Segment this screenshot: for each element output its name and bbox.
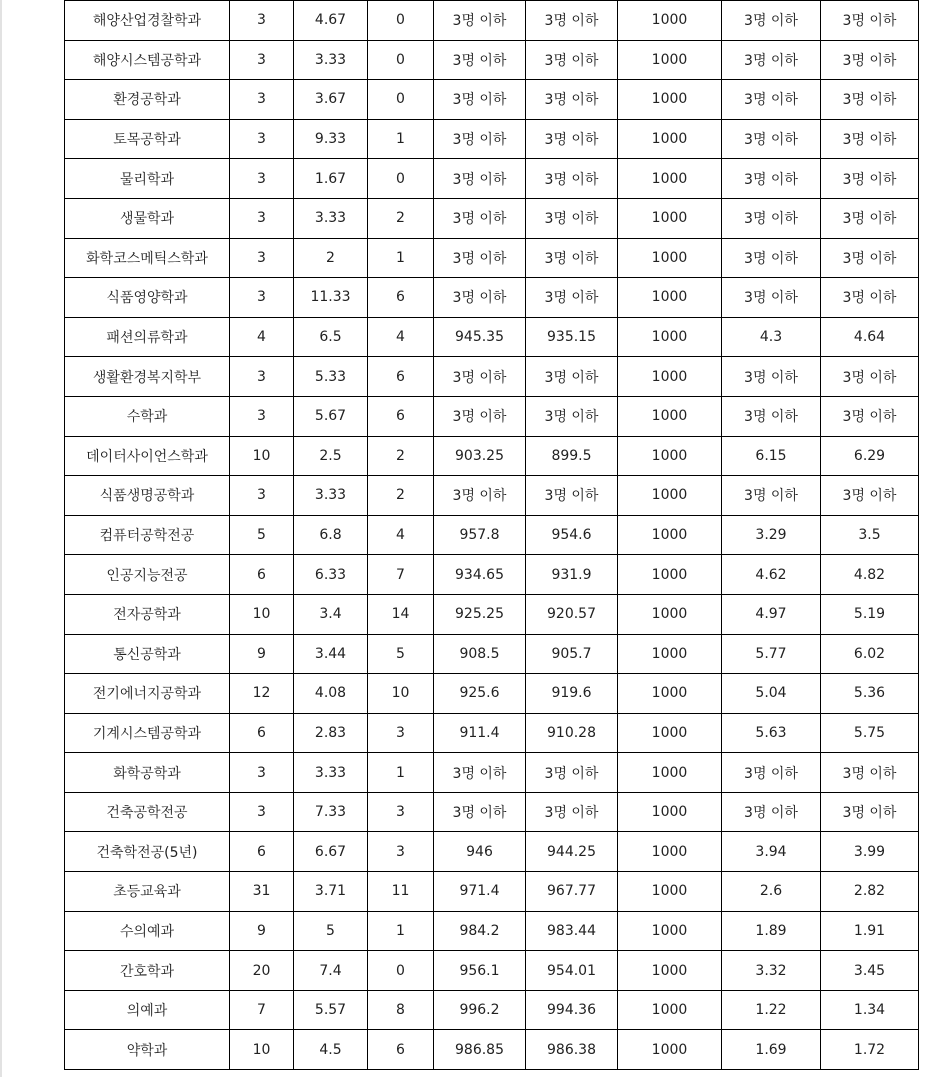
competition-rate-cell: 1.67 (294, 159, 368, 199)
table-row (65, 872, 919, 912)
grade-b-cell: 2.82 (821, 872, 919, 912)
score-max-cell: 986.85 (434, 1030, 526, 1070)
table-row (65, 119, 919, 159)
grade-a-cell: 3.94 (722, 832, 821, 872)
grade-b-cell: 3.99 (821, 832, 919, 872)
score-max-cell: 3명 이하 (434, 40, 526, 80)
competition-rate-cell: 4.67 (294, 1, 368, 41)
score-avg-cell: 935.15 (526, 317, 618, 357)
grade-b-cell: 3명 이하 (821, 40, 919, 80)
grade-b-cell: 3명 이하 (821, 119, 919, 159)
score-full-cell: 1000 (618, 198, 722, 238)
grade-b-cell: 6.02 (821, 634, 919, 674)
score-full-cell: 1000 (618, 317, 722, 357)
competition-rate-cell: 9.33 (294, 119, 368, 159)
grade-a-cell: 4.97 (722, 594, 821, 634)
score-full-cell: 1000 (618, 674, 722, 714)
score-avg-cell: 3명 이하 (526, 119, 618, 159)
additional-pass-cell: 6 (368, 1030, 434, 1070)
department-name-cell: 생물학과 (65, 198, 230, 238)
quota-cell: 6 (230, 555, 294, 595)
score-avg-cell: 3명 이하 (526, 792, 618, 832)
score-full-cell: 1000 (618, 555, 722, 595)
additional-pass-cell: 2 (368, 198, 434, 238)
score-max-cell: 908.5 (434, 634, 526, 674)
additional-pass-cell: 11 (368, 872, 434, 912)
table-row (65, 753, 919, 793)
additional-pass-cell: 3 (368, 792, 434, 832)
grade-b-cell: 3명 이하 (821, 198, 919, 238)
grade-a-cell: 6.15 (722, 436, 821, 476)
score-avg-cell: 986.38 (526, 1030, 618, 1070)
department-name-cell: 해양시스템공학과 (65, 40, 230, 80)
competition-rate-cell: 3.44 (294, 634, 368, 674)
grade-a-cell: 3명 이하 (722, 278, 821, 318)
table-row (65, 990, 919, 1030)
grade-b-cell: 1.91 (821, 911, 919, 951)
score-avg-cell: 905.7 (526, 634, 618, 674)
grade-a-cell: 3명 이하 (722, 238, 821, 278)
quota-cell: 3 (230, 80, 294, 120)
score-full-cell: 1000 (618, 515, 722, 555)
table-row (65, 1, 919, 41)
additional-pass-cell: 10 (368, 674, 434, 714)
score-max-cell: 934.65 (434, 555, 526, 595)
competition-rate-cell: 4.5 (294, 1030, 368, 1070)
additional-pass-cell: 2 (368, 476, 434, 516)
grade-a-cell: 3명 이하 (722, 1, 821, 41)
score-full-cell: 1000 (618, 119, 722, 159)
quota-cell: 3 (230, 1, 294, 41)
grade-a-cell: 3명 이하 (722, 396, 821, 436)
table-row (65, 198, 919, 238)
additional-pass-cell: 6 (368, 357, 434, 397)
grade-a-cell: 3명 이하 (722, 40, 821, 80)
quota-cell: 3 (230, 40, 294, 80)
additional-pass-cell: 3 (368, 832, 434, 872)
additional-pass-cell: 8 (368, 990, 434, 1030)
score-full-cell: 1000 (618, 80, 722, 120)
score-avg-cell: 910.28 (526, 713, 618, 753)
additional-pass-cell: 1 (368, 119, 434, 159)
grade-b-cell: 3명 이하 (821, 278, 919, 318)
grade-a-cell: 4.62 (722, 555, 821, 595)
score-max-cell: 925.6 (434, 674, 526, 714)
quota-cell: 31 (230, 872, 294, 912)
competition-rate-cell: 3.33 (294, 198, 368, 238)
grade-b-cell: 3.5 (821, 515, 919, 555)
score-full-cell: 1000 (618, 357, 722, 397)
table-row (65, 476, 919, 516)
department-name-cell: 생활환경복지학부 (65, 357, 230, 397)
score-avg-cell: 931.9 (526, 555, 618, 595)
competition-rate-cell: 2.5 (294, 436, 368, 476)
additional-pass-cell: 6 (368, 396, 434, 436)
department-name-cell: 식품생명공학과 (65, 476, 230, 516)
additional-pass-cell: 1 (368, 238, 434, 278)
score-full-cell: 1000 (618, 476, 722, 516)
score-max-cell: 3명 이하 (434, 159, 526, 199)
competition-rate-cell: 4.08 (294, 674, 368, 714)
competition-rate-cell: 11.33 (294, 278, 368, 318)
score-max-cell: 3명 이하 (434, 753, 526, 793)
score-max-cell: 984.2 (434, 911, 526, 951)
score-full-cell: 1000 (618, 278, 722, 318)
grade-a-cell: 4.3 (722, 317, 821, 357)
competition-rate-cell: 7.33 (294, 792, 368, 832)
competition-rate-cell: 3.33 (294, 40, 368, 80)
score-max-cell: 911.4 (434, 713, 526, 753)
score-full-cell: 1000 (618, 436, 722, 476)
department-name-cell: 수의예과 (65, 911, 230, 951)
additional-pass-cell: 3 (368, 713, 434, 753)
grade-b-cell: 6.29 (821, 436, 919, 476)
quota-cell: 6 (230, 713, 294, 753)
department-name-cell: 수학과 (65, 396, 230, 436)
additional-pass-cell: 0 (368, 951, 434, 991)
additional-pass-cell: 0 (368, 159, 434, 199)
score-full-cell: 1000 (618, 634, 722, 674)
score-avg-cell: 983.44 (526, 911, 618, 951)
score-full-cell: 1000 (618, 1, 722, 41)
quota-cell: 10 (230, 1030, 294, 1070)
department-name-cell: 패션의류학과 (65, 317, 230, 357)
grade-a-cell: 3명 이하 (722, 159, 821, 199)
table-row (65, 832, 919, 872)
table-body (65, 1, 919, 1070)
table-row (65, 317, 919, 357)
grade-b-cell: 3.45 (821, 951, 919, 991)
department-name-cell: 통신공학과 (65, 634, 230, 674)
grade-a-cell: 3.29 (722, 515, 821, 555)
quota-cell: 3 (230, 476, 294, 516)
table-row (65, 159, 919, 199)
additional-pass-cell: 14 (368, 594, 434, 634)
quota-cell: 9 (230, 911, 294, 951)
grade-a-cell: 3.32 (722, 951, 821, 991)
quota-cell: 4 (230, 317, 294, 357)
competition-rate-cell: 3.33 (294, 753, 368, 793)
grade-a-cell: 3명 이하 (722, 792, 821, 832)
quota-cell: 3 (230, 396, 294, 436)
score-avg-cell: 899.5 (526, 436, 618, 476)
department-name-cell: 인공지능전공 (65, 555, 230, 595)
additional-pass-cell: 6 (368, 278, 434, 318)
score-max-cell: 956.1 (434, 951, 526, 991)
grade-b-cell: 4.82 (821, 555, 919, 595)
grade-a-cell: 5.04 (722, 674, 821, 714)
department-name-cell: 전자공학과 (65, 594, 230, 634)
score-full-cell: 1000 (618, 1030, 722, 1070)
department-name-cell: 전기에너지공학과 (65, 674, 230, 714)
score-avg-cell: 3명 이하 (526, 357, 618, 397)
score-avg-cell: 954.01 (526, 951, 618, 991)
admission-results-table (64, 0, 919, 1070)
competition-rate-cell: 5 (294, 911, 368, 951)
score-max-cell: 3명 이하 (434, 1, 526, 41)
score-full-cell: 1000 (618, 792, 722, 832)
grade-b-cell: 5.19 (821, 594, 919, 634)
score-max-cell: 996.2 (434, 990, 526, 1030)
grade-a-cell: 5.77 (722, 634, 821, 674)
score-full-cell: 1000 (618, 713, 722, 753)
score-avg-cell: 3명 이하 (526, 753, 618, 793)
grade-a-cell: 3명 이하 (722, 357, 821, 397)
quota-cell: 10 (230, 594, 294, 634)
table-row (65, 713, 919, 753)
department-name-cell: 토목공학과 (65, 119, 230, 159)
table-row (65, 436, 919, 476)
score-max-cell: 3명 이하 (434, 80, 526, 120)
grade-b-cell: 3명 이하 (821, 357, 919, 397)
quota-cell: 20 (230, 951, 294, 991)
score-avg-cell: 954.6 (526, 515, 618, 555)
score-max-cell: 971.4 (434, 872, 526, 912)
page-left-edge (0, 0, 2, 1077)
quota-cell: 3 (230, 792, 294, 832)
competition-rate-cell: 3.33 (294, 476, 368, 516)
grade-a-cell: 3명 이하 (722, 119, 821, 159)
competition-rate-cell: 7.4 (294, 951, 368, 991)
score-max-cell: 925.25 (434, 594, 526, 634)
grade-a-cell: 1.69 (722, 1030, 821, 1070)
grade-b-cell: 1.34 (821, 990, 919, 1030)
department-name-cell: 기계시스템공학과 (65, 713, 230, 753)
grade-b-cell: 4.64 (821, 317, 919, 357)
score-full-cell: 1000 (618, 238, 722, 278)
score-avg-cell: 3명 이하 (526, 278, 618, 318)
grade-b-cell: 5.36 (821, 674, 919, 714)
grade-b-cell: 3명 이하 (821, 753, 919, 793)
department-name-cell: 해양산업경찰학과 (65, 1, 230, 41)
score-max-cell: 3명 이하 (434, 792, 526, 832)
grade-a-cell: 5.63 (722, 713, 821, 753)
competition-rate-cell: 6.67 (294, 832, 368, 872)
additional-pass-cell: 0 (368, 40, 434, 80)
table-row (65, 396, 919, 436)
quota-cell: 6 (230, 832, 294, 872)
quota-cell: 3 (230, 119, 294, 159)
department-name-cell: 건축학전공(5년) (65, 832, 230, 872)
competition-rate-cell: 2 (294, 238, 368, 278)
department-name-cell: 간호학과 (65, 951, 230, 991)
quota-cell: 3 (230, 357, 294, 397)
table-row (65, 515, 919, 555)
score-full-cell: 1000 (618, 40, 722, 80)
additional-pass-cell: 1 (368, 753, 434, 793)
additional-pass-cell: 5 (368, 634, 434, 674)
admission-results-table-wrapper (64, 0, 918, 1070)
score-max-cell: 3명 이하 (434, 198, 526, 238)
additional-pass-cell: 2 (368, 436, 434, 476)
competition-rate-cell: 6.8 (294, 515, 368, 555)
grade-a-cell: 3명 이하 (722, 198, 821, 238)
grade-b-cell: 3명 이하 (821, 792, 919, 832)
quota-cell: 3 (230, 278, 294, 318)
quota-cell: 3 (230, 238, 294, 278)
department-name-cell: 화학코스메틱스학과 (65, 238, 230, 278)
competition-rate-cell: 5.33 (294, 357, 368, 397)
competition-rate-cell: 2.83 (294, 713, 368, 753)
department-name-cell: 환경공학과 (65, 80, 230, 120)
grade-a-cell: 3명 이하 (722, 753, 821, 793)
score-full-cell: 1000 (618, 990, 722, 1030)
department-name-cell: 데이터사이언스학과 (65, 436, 230, 476)
table-row (65, 674, 919, 714)
score-avg-cell: 919.6 (526, 674, 618, 714)
score-max-cell: 3명 이하 (434, 238, 526, 278)
quota-cell: 3 (230, 753, 294, 793)
score-max-cell: 957.8 (434, 515, 526, 555)
department-name-cell: 물리학과 (65, 159, 230, 199)
quota-cell: 5 (230, 515, 294, 555)
table-row (65, 357, 919, 397)
table-row (65, 278, 919, 318)
table-row (65, 634, 919, 674)
department-name-cell: 약학과 (65, 1030, 230, 1070)
department-name-cell: 컴퓨터공학전공 (65, 515, 230, 555)
table-row (65, 555, 919, 595)
score-full-cell: 1000 (618, 594, 722, 634)
grade-a-cell: 3명 이하 (722, 80, 821, 120)
grade-b-cell: 3명 이하 (821, 476, 919, 516)
score-avg-cell: 920.57 (526, 594, 618, 634)
grade-b-cell: 3명 이하 (821, 1, 919, 41)
score-full-cell: 1000 (618, 951, 722, 991)
additional-pass-cell: 0 (368, 80, 434, 120)
department-name-cell: 의예과 (65, 990, 230, 1030)
score-max-cell: 3명 이하 (434, 476, 526, 516)
score-max-cell: 3명 이하 (434, 357, 526, 397)
competition-rate-cell: 3.67 (294, 80, 368, 120)
grade-b-cell: 3명 이하 (821, 238, 919, 278)
score-full-cell: 1000 (618, 753, 722, 793)
score-full-cell: 1000 (618, 872, 722, 912)
score-full-cell: 1000 (618, 159, 722, 199)
score-full-cell: 1000 (618, 832, 722, 872)
grade-a-cell: 2.6 (722, 872, 821, 912)
department-name-cell: 화학공학과 (65, 753, 230, 793)
additional-pass-cell: 1 (368, 911, 434, 951)
table-row (65, 594, 919, 634)
competition-rate-cell: 6.33 (294, 555, 368, 595)
score-avg-cell: 3명 이하 (526, 80, 618, 120)
grade-b-cell: 3명 이하 (821, 396, 919, 436)
score-avg-cell: 994.36 (526, 990, 618, 1030)
competition-rate-cell: 5.67 (294, 396, 368, 436)
table-row (65, 80, 919, 120)
table-row (65, 911, 919, 951)
quota-cell: 9 (230, 634, 294, 674)
grade-a-cell: 3명 이하 (722, 476, 821, 516)
score-avg-cell: 944.25 (526, 832, 618, 872)
competition-rate-cell: 3.71 (294, 872, 368, 912)
quota-cell: 7 (230, 990, 294, 1030)
additional-pass-cell: 4 (368, 317, 434, 357)
score-max-cell: 945.35 (434, 317, 526, 357)
score-avg-cell: 3명 이하 (526, 238, 618, 278)
department-name-cell: 초등교육과 (65, 872, 230, 912)
table-row (65, 238, 919, 278)
table-row (65, 1030, 919, 1070)
grade-a-cell: 1.89 (722, 911, 821, 951)
additional-pass-cell: 0 (368, 1, 434, 41)
score-full-cell: 1000 (618, 396, 722, 436)
competition-rate-cell: 6.5 (294, 317, 368, 357)
department-name-cell: 건축공학전공 (65, 792, 230, 832)
score-max-cell: 3명 이하 (434, 278, 526, 318)
grade-b-cell: 1.72 (821, 1030, 919, 1070)
table-row (65, 792, 919, 832)
score-avg-cell: 3명 이하 (526, 476, 618, 516)
score-avg-cell: 3명 이하 (526, 1, 618, 41)
score-avg-cell: 967.77 (526, 872, 618, 912)
score-avg-cell: 3명 이하 (526, 198, 618, 238)
additional-pass-cell: 4 (368, 515, 434, 555)
table-row (65, 40, 919, 80)
quota-cell: 10 (230, 436, 294, 476)
score-avg-cell: 3명 이하 (526, 40, 618, 80)
score-max-cell: 3명 이하 (434, 396, 526, 436)
additional-pass-cell: 7 (368, 555, 434, 595)
score-max-cell: 946 (434, 832, 526, 872)
quota-cell: 3 (230, 159, 294, 199)
score-max-cell: 3명 이하 (434, 119, 526, 159)
quota-cell: 3 (230, 198, 294, 238)
table-row (65, 951, 919, 991)
grade-b-cell: 3명 이하 (821, 159, 919, 199)
score-avg-cell: 3명 이하 (526, 396, 618, 436)
grade-b-cell: 5.75 (821, 713, 919, 753)
score-full-cell: 1000 (618, 911, 722, 951)
competition-rate-cell: 5.57 (294, 990, 368, 1030)
quota-cell: 12 (230, 674, 294, 714)
grade-a-cell: 1.22 (722, 990, 821, 1030)
grade-b-cell: 3명 이하 (821, 80, 919, 120)
competition-rate-cell: 3.4 (294, 594, 368, 634)
department-name-cell: 식품영양학과 (65, 278, 230, 318)
score-avg-cell: 3명 이하 (526, 159, 618, 199)
score-max-cell: 903.25 (434, 436, 526, 476)
